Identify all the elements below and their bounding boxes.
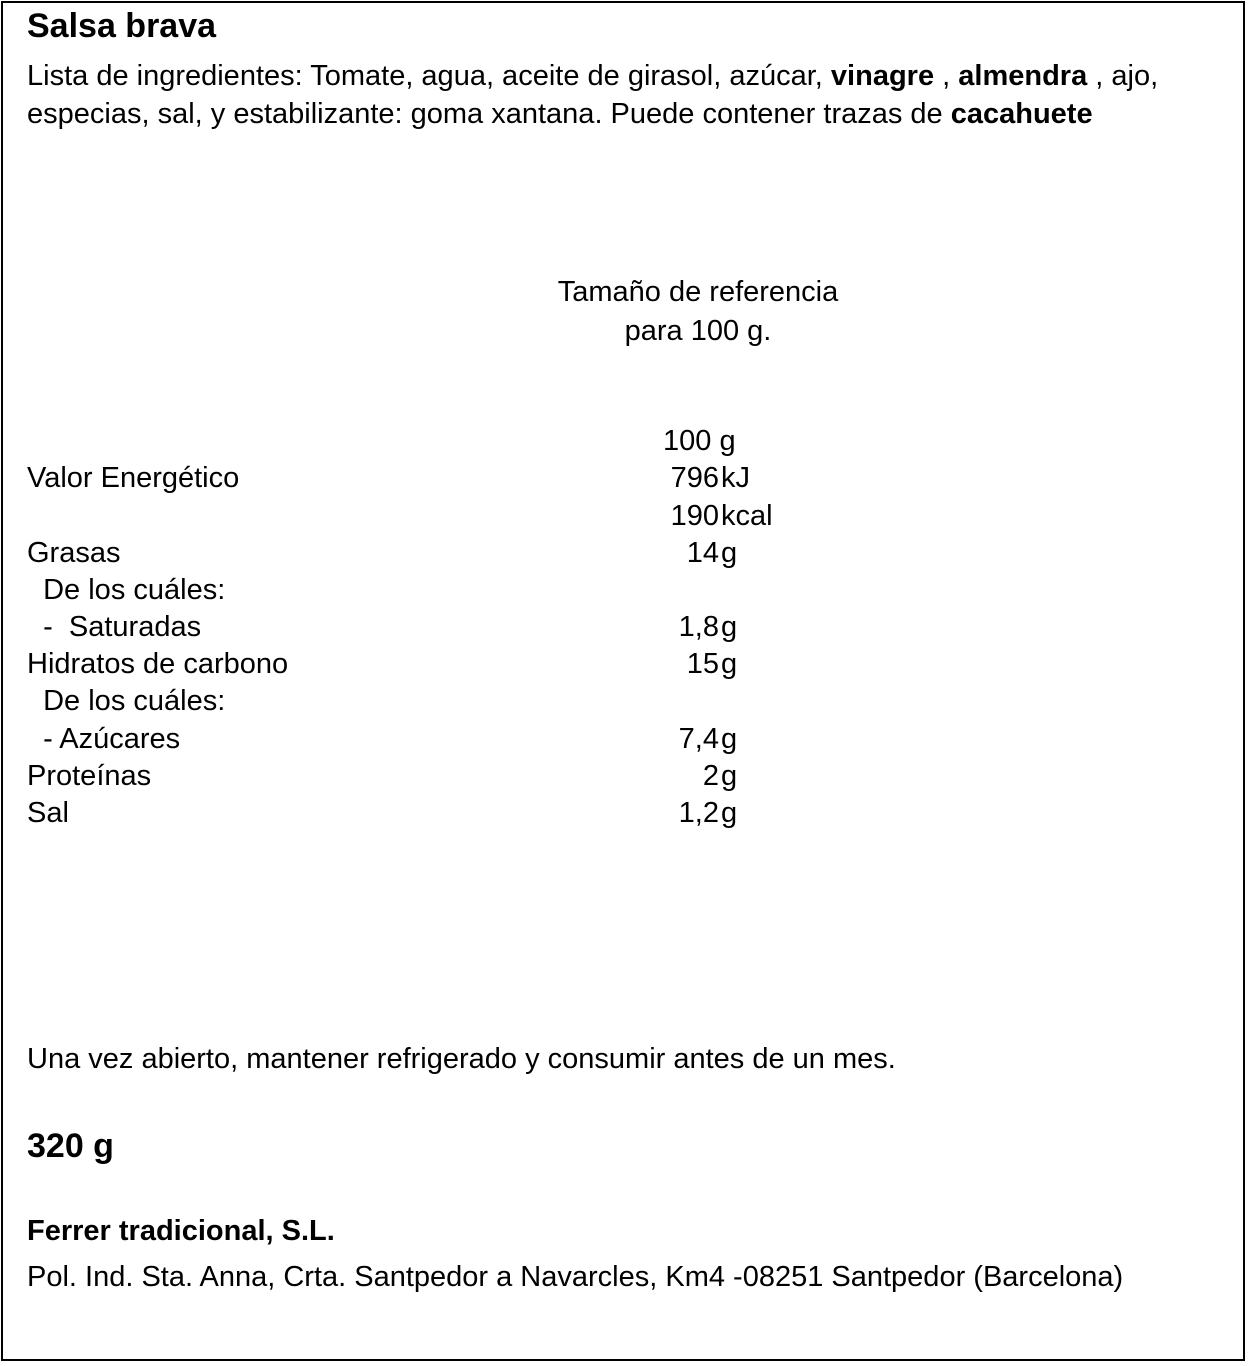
ingredients-text: Lista de ingredientes: Tomate, agua, aceite de girasol, azúcar, — [27, 60, 831, 92]
nutrient-unit: g — [721, 648, 738, 680]
nutrient-name: Hidratos de carbono — [27, 648, 289, 680]
nutrient-value: 1,8 — [678, 611, 719, 643]
reference-size — [473, 273, 923, 351]
nutrient-subheading: De los cuáles: — [27, 685, 226, 717]
nutrient-unit: kJ — [721, 462, 750, 494]
ingredients-text: , ajo, especias, sal, y estabilizante: goma xantana. Puede contener trazas de — [27, 60, 1159, 130]
nutrient-value: 1,2 — [678, 797, 719, 829]
nutrient-unit: g — [721, 797, 738, 829]
product-label — [1, 1, 1245, 1361]
net-weight: 320 g — [27, 1127, 114, 1165]
nutrient-unit: kcal — [721, 500, 773, 532]
nutrient-value: 190 — [670, 500, 719, 532]
column-header: 100 g — [663, 425, 736, 457]
allergen-cacahuete: cacahuete — [950, 98, 1093, 130]
manufacturer-name: Ferrer tradicional, S.L. — [27, 1215, 335, 1247]
allergen-almendra: almendra — [958, 60, 1088, 92]
nutrient-unit: g — [721, 760, 738, 792]
product-title: Salsa brava — [27, 7, 217, 45]
allergen-vinagre: vinagre — [830, 60, 935, 92]
reference-line: para 100 g. — [624, 315, 772, 347]
ingredients-list — [27, 57, 1223, 133]
nutrient-unit: g — [721, 723, 738, 755]
nutrient-name: Valor Energético — [27, 462, 240, 494]
nutrient-name: - Saturadas — [27, 611, 202, 643]
nutrient-value: 7,4 — [678, 723, 719, 755]
nutrient-value: 796 — [670, 462, 719, 494]
nutrient-value: 2 — [702, 760, 719, 792]
nutrient-name: - Azúcares — [27, 723, 181, 755]
nutrient-unit: g — [721, 537, 738, 569]
nutrient-name: Sal — [27, 797, 69, 829]
nutrient-name: Proteínas — [27, 760, 152, 792]
nutrient-unit: g — [721, 611, 738, 643]
reference-line: Tamaño de referencia — [557, 276, 839, 308]
storage-instructions: Una vez abierto, mantener refrigerado y consumir antes de un mes. — [27, 1043, 896, 1075]
nutrient-value: 14 — [686, 537, 719, 569]
nutrient-value: 15 — [686, 648, 719, 680]
manufacturer-address: Pol. Ind. Sta. Anna, Crta. Santpedor a Navarcles, Km4 -08251 Santpedor (Barcelona) — [27, 1261, 1124, 1293]
nutrient-name: Grasas — [27, 537, 121, 569]
nutrient-subheading: De los cuáles: — [27, 574, 226, 606]
ingredients-text: , — [934, 60, 959, 92]
